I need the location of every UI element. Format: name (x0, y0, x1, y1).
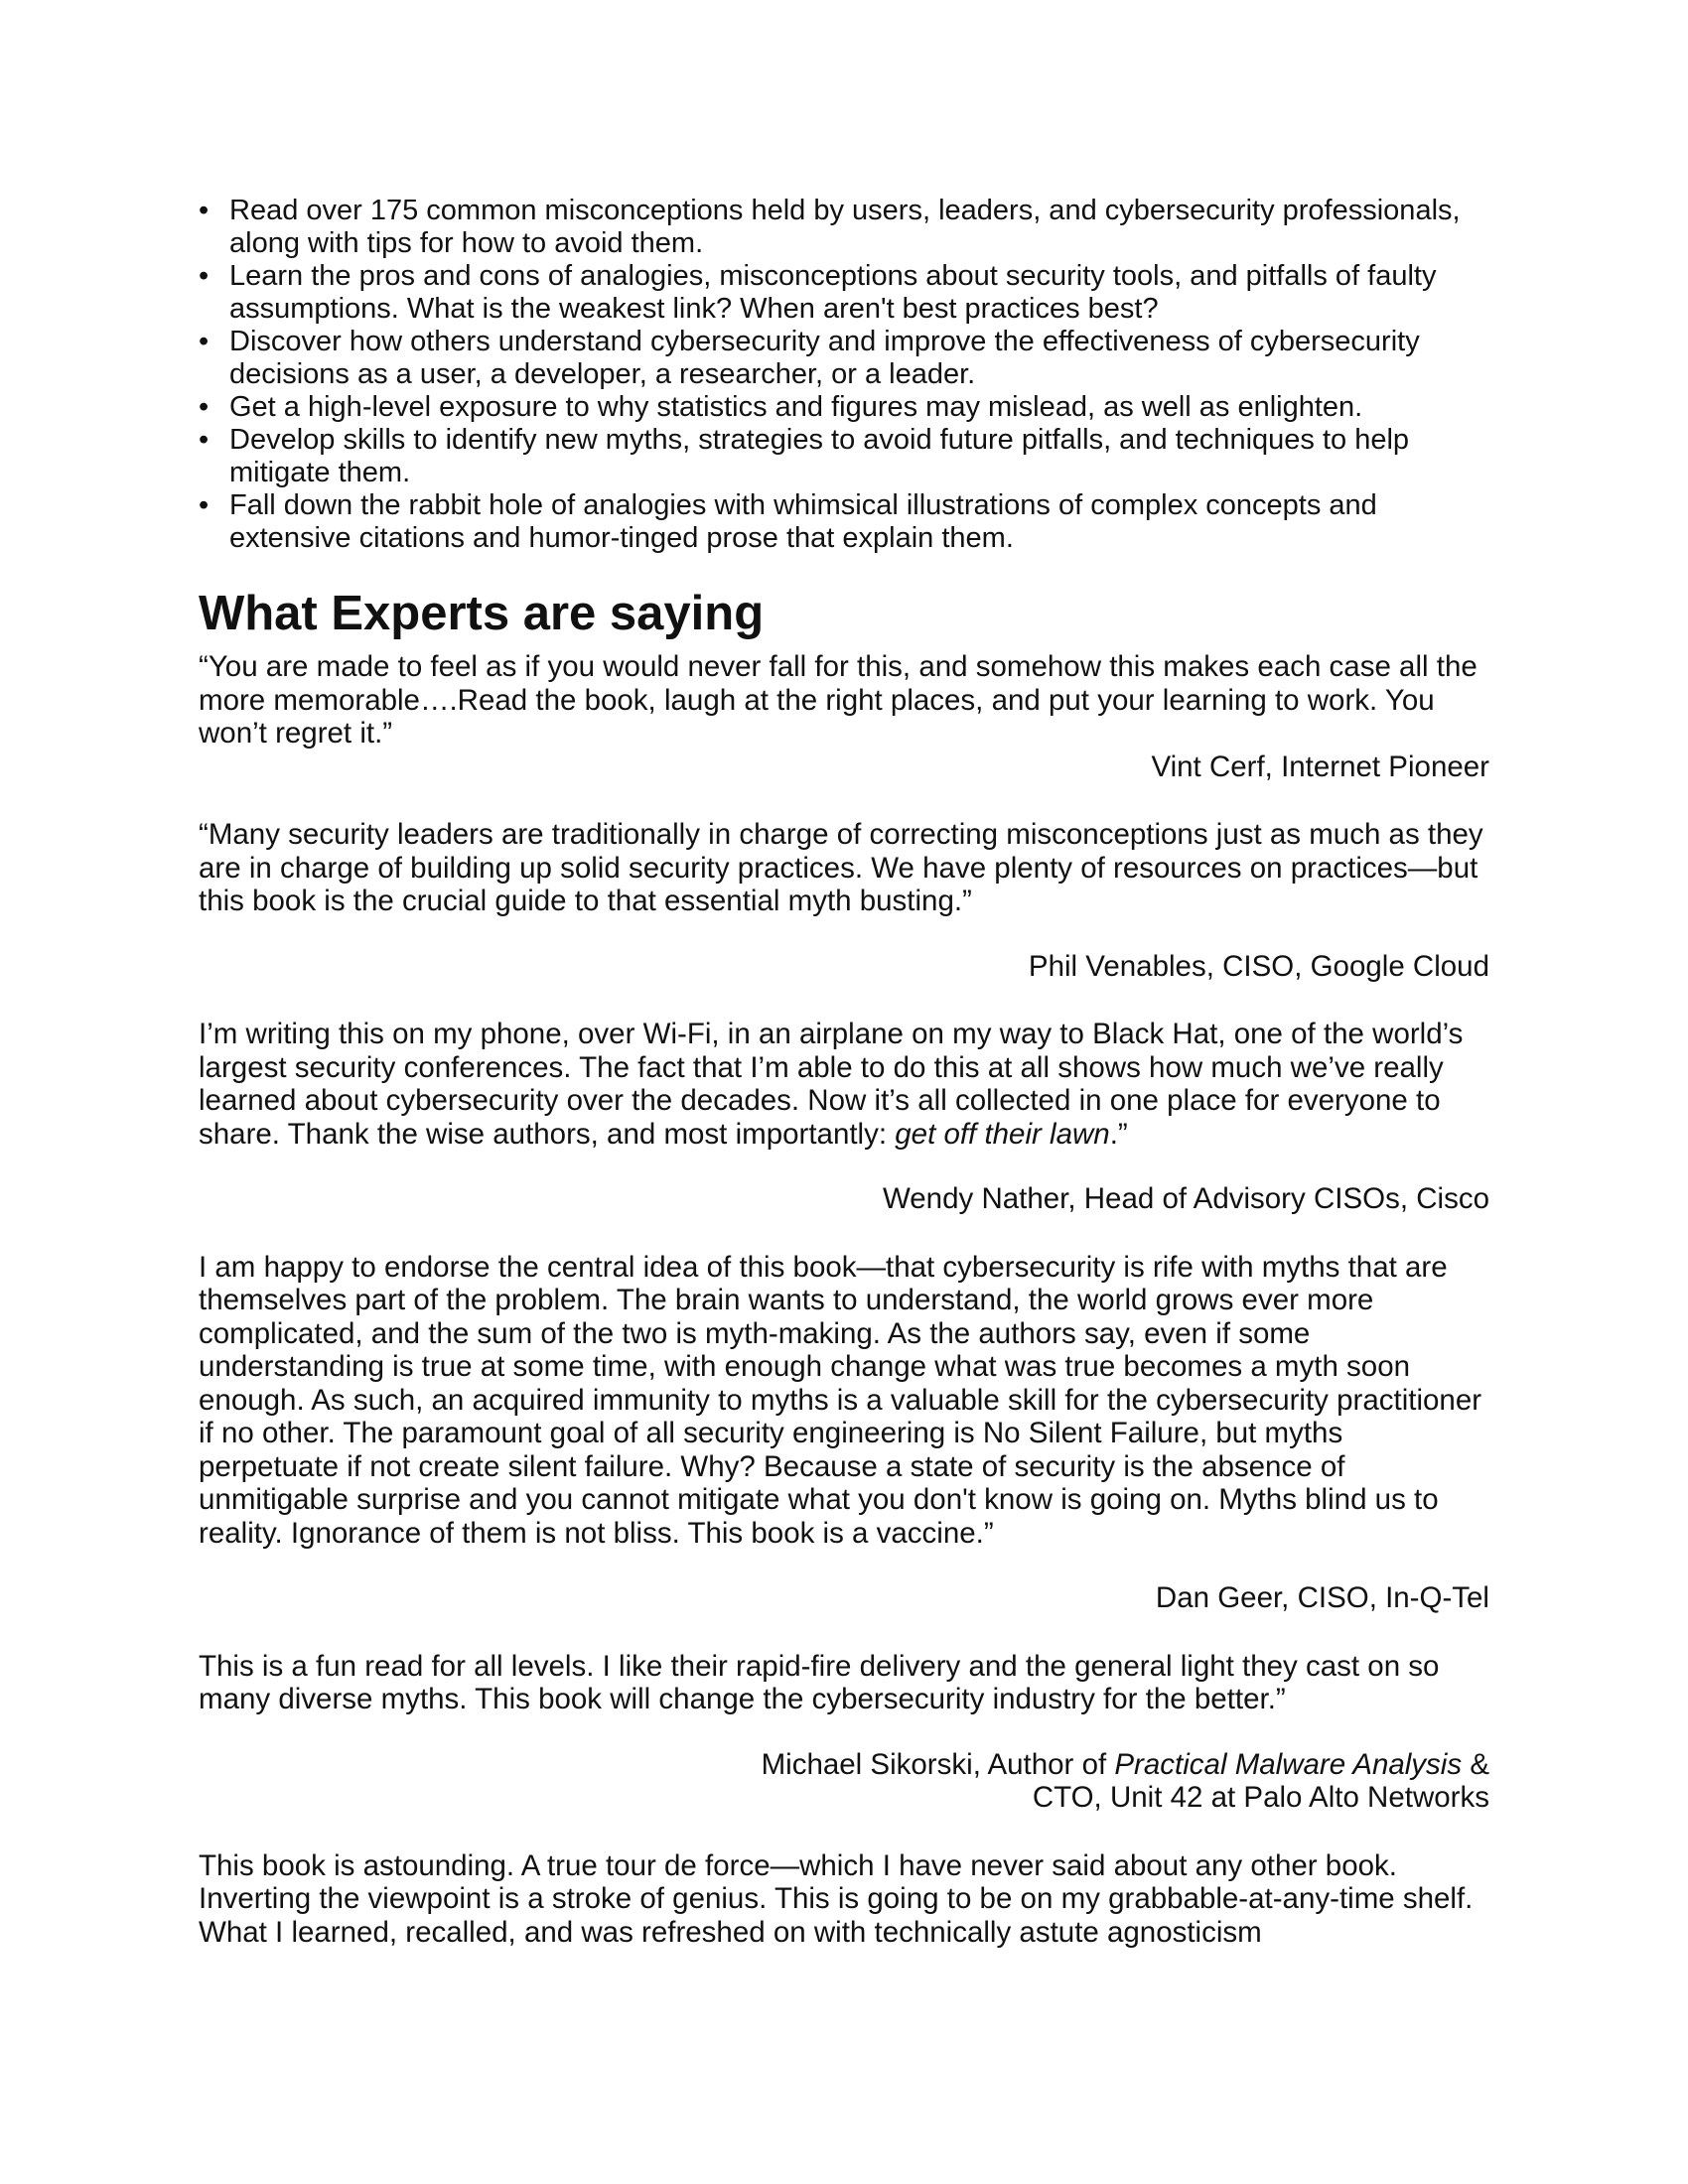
endorsement-cerf (199, 650, 1489, 783)
endorsement-attribution: Vint Cerf, Internet Pioneer (1151, 750, 1489, 783)
bullet-text: Read over 175 common misconceptions held by users, leaders, and cybersecurity professionals, along with tips for how to avoid them. (229, 195, 1461, 259)
endorsement-attribution-line2: CTO, Unit 42 at Palo Alto Networks (1032, 1781, 1489, 1814)
bullet-marker: • (199, 424, 210, 456)
spacer (199, 1716, 1489, 1748)
spacer (199, 1815, 1489, 1849)
endorsement-quote (199, 1018, 1489, 1151)
spacer (199, 783, 1489, 818)
bullet-item (199, 424, 1489, 489)
bullet-item (199, 326, 1489, 391)
bullet-item (199, 489, 1489, 555)
bullet-text: Develop skills to identify new myths, strategies to avoid future pitfalls, and techniques to help mitigate them. (229, 424, 1410, 488)
bullet-marker: • (199, 195, 210, 226)
spacer (199, 983, 1489, 1018)
bullet-text: Get a high-level exposure to why statistics and figures may mislead, as well as enlighten. (229, 391, 1363, 423)
attribution-suffix: & (1462, 1747, 1489, 1781)
bullet-item (199, 195, 1489, 260)
endorsement-final (199, 1849, 1489, 1950)
endorsement-attribution: Dan Geer, CISO, In-Q-Tel (1155, 1581, 1489, 1614)
spacer (199, 1151, 1489, 1182)
bullet-marker: • (199, 326, 210, 357)
spacer (199, 918, 1489, 950)
bullet-text: Fall down the rabbit hole of analogies with whimsical illustrations of complex concepts and extensive citations and humor-tinged prose that explain them. (229, 489, 1377, 554)
endorsement-quote: This is a fun read for all levels. I like their rapid-fire delivery and the general light they cast on so many diverse myths. This book will change the cybersecurity industry for the better.” (199, 1649, 1440, 1715)
section-heading: What Experts are saying (199, 587, 765, 640)
bullet-text: Discover how others understand cybersecurity and improve the effectiveness of cybersecurity decisions as a user, a developer, a researcher, or a leader. (229, 326, 1420, 390)
endorsement-attribution: Wendy Nather, Head of Advisory CISOs, Cisco (882, 1182, 1489, 1215)
quote-text: I’m writing this on my phone, over Wi-Fi, in an airplane on my way to Black Hat, one of the world’s largest security conferences. The fact that I’m able to do this at all shows how much we’ve really learned about cybersecurity over the decades. Now it’s all collected in one place for everyone to share. Thank the wise authors, and most importantly: (199, 1018, 1464, 1151)
endorsement-attribution: Phil Venables, CISO, Google Cloud (1028, 949, 1489, 983)
endorsement-geer (199, 1251, 1489, 1615)
bullet-text: Learn the pros and cons of analogies, misconceptions about security tools, and pitfalls of faulty assumptions. What is the weakest link? When aren't best practices best? (229, 260, 1437, 325)
endorsement-attribution (199, 1748, 1489, 1782)
bullet-marker: • (199, 489, 210, 521)
bullet-marker: • (199, 260, 210, 292)
quote-text-end: .” (1109, 1117, 1128, 1151)
quote-emphasis: get off their lawn (895, 1117, 1110, 1151)
endorsement-quote: This book is astounding. A true tour de force—which I have never said about any other book. Inverting the viewpoint is a stroke of genius. This is going to be on my grabbable-at-any-time shelf. What I learned, recalled, and was refreshed on with technically astute agnosticism (199, 1848, 1474, 1949)
attribution-text: Michael Sikorski, Author of (761, 1747, 1115, 1781)
bullet-marker: • (199, 391, 210, 423)
bullet-item (199, 260, 1489, 326)
bullet-item (199, 391, 1489, 424)
spacer (199, 1216, 1489, 1251)
endorsement-quote: “You are made to feel as if you would never fall for this, and somehow this makes each case all the more memorable….Read the book, laugh at the right places, and put your learning to work. You won’t regret it.” (199, 650, 1477, 750)
book-title: Practical Malware Analysis (1114, 1747, 1463, 1781)
feature-bullet-list (199, 195, 1489, 555)
endorsement-quote: “Many security leaders are traditionally in charge of correcting misconceptions just as much as they are in charge of building up solid security practices. We have plenty of resources on practices—but this book is the crucial guide to that essential myth busting.” (199, 818, 1483, 917)
endorsement-nather (199, 1018, 1489, 1216)
spacer (199, 1550, 1489, 1581)
endorsement-quote: I am happy to endorse the central idea of this book—that cybersecurity is rife with myths that are themselves part of the problem. The brain wants to understand, the world grows ever more complicated, and the sum of the two is myth-making. As the authors say, even if some understanding is true at some time, with enough change what was true becomes a myth soon enough. As such, an acquired immunity to myths is a valuable skill for the cybersecurity practitioner if no other. The paramount goal of all security engineering is No Silent Failure, but myths perpetuate if not create silent failure. Why? Because a state of security is the absence of unmitigable surprise and you cannot mitigate what you don't know is going on. Myths blind us to reality. Ignorance of them is not bliss. This book is a vaccine.” (199, 1250, 1482, 1550)
endorsement-sikorski (199, 1650, 1489, 1815)
endorsement-venables (199, 818, 1489, 983)
spacer (199, 1615, 1489, 1650)
document-page (199, 195, 1489, 1949)
